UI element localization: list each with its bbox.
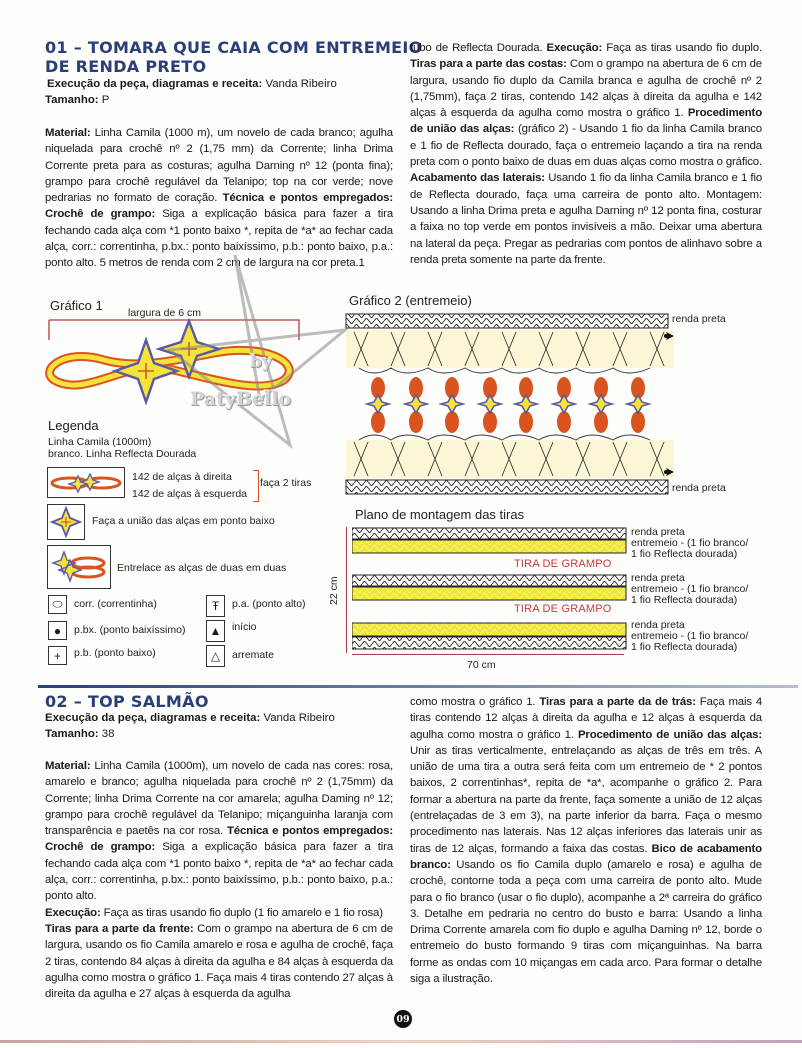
credit-label: Execução da peça, diagramas e receita: bbox=[45, 712, 261, 724]
bold-lead: Acabamento das laterais: bbox=[410, 172, 545, 185]
section1-title-line1: 01 – TOMARA QUE CAIA COM ENTREMEIO bbox=[45, 38, 423, 57]
bold-lead: Execução: bbox=[45, 906, 101, 919]
plus-glyph: + bbox=[53, 648, 61, 663]
paragraph bbox=[410, 694, 762, 987]
side-label: entremeio - (1 fio branco/ bbox=[631, 630, 749, 642]
body-text: (gráfico 2) - Usando 1 fio da linha Camila branco e 1 fio de Reflecta dourado, faça o entremeio laçando a tira na renda preta com o ponto baixo de duas em duas alças como mostra o gráfico. bbox=[410, 123, 762, 169]
section2-left-column bbox=[45, 758, 393, 1002]
bold-lead: Execução: bbox=[546, 42, 603, 54]
watermark-star-icon bbox=[150, 250, 350, 450]
tira-label-2: TIRA DE GRAMPO bbox=[514, 603, 612, 615]
section1-title bbox=[45, 38, 423, 76]
section-divider bbox=[38, 685, 798, 688]
start-glyph: ▲ bbox=[209, 624, 222, 638]
side-label: 1 fio Reflecta dourada) bbox=[631, 641, 738, 653]
credit-value: Vanda Ribeiro bbox=[260, 712, 335, 724]
chain-glyph: ⬭ bbox=[52, 597, 63, 611]
grafico1-width-label: largura de 6 cm bbox=[128, 307, 201, 319]
grafico2-top-label: renda preta bbox=[672, 313, 726, 325]
legend-star-join-icon bbox=[47, 504, 85, 540]
size-value: 38 bbox=[98, 728, 115, 740]
side-label: 1 fio Reflecta dourada) bbox=[631, 594, 738, 606]
bold-lead: Técnica e pontos empregados: Crochê de grampo: bbox=[45, 825, 393, 854]
symbol-label: p.b. (ponto baixo) bbox=[74, 647, 156, 659]
legend-row3-text: Entrelace as alças de duas em duas bbox=[117, 562, 287, 574]
legend-loop-strip-icon bbox=[47, 467, 125, 498]
body-text: Siga a explicação básica para fazer a tira fechando cada alça com *1 ponto baixo *, repita de *a* ao fechar cada alça, corr.: correntinha, p.bx.: ponto baixíssimo, p.b.: ponto baixo, p.a.: ponto alto. 5 metros de renda com 2 cm de largura na cor preta.1 bbox=[45, 208, 393, 270]
body-text: Linha Camila (1000m), um novelo de cada nas cores: rosa, amarelo e branco; agulha niquelada para crochê nº 2 (1,75mm) da Corrente; linha Drima Corrente na cor amarela; agulha Daming nº 12; grampo para crochê regulável da Telanipo; miçanguinha laranja com transparência e paetês na cor rosa. bbox=[45, 760, 393, 838]
bold-lead: Procedimento de união das alças: bbox=[410, 107, 762, 136]
double-crochet-icon bbox=[206, 595, 225, 617]
slip-glyph: ● bbox=[53, 623, 62, 638]
credit-value: Vanda Ribeiro bbox=[262, 78, 337, 90]
side-label: entremeio - (1 fio branco/ bbox=[631, 583, 749, 595]
section2-size bbox=[45, 726, 114, 742]
bold-lead: Técnica e pontos empregados: Crochê de grampo: bbox=[45, 192, 393, 221]
body-text: Com o grampo na abertura de 6 cm de largura, usando os fio Camila amarelo e rosa e agulha de crochê, faça 2 tiras, contendo 84 alças à direita da agulha e 84 alças à esquerda da agulha como mostra o gráfico 1. Faça mais 4 tiras contendo 27 alças à direita da agulha e 27 alças à esquerda da agulha bbox=[45, 922, 393, 1001]
chain-stitch-icon bbox=[48, 595, 67, 614]
legend-left-loops: 142 de alças à esquerda bbox=[132, 488, 248, 500]
legend-row2-text: Faça a união das alças em ponto baixo bbox=[92, 515, 275, 527]
side-label: 1 fio Reflecta dourada) bbox=[631, 548, 738, 560]
size-label: Tamanho: bbox=[45, 94, 99, 106]
plano-height-label: 22 cm bbox=[328, 576, 340, 605]
body-text: Siga a explicação básica para fazer a tira fechando cada alça com *1 ponto baixo *, repita de *a* ao fechar cada alça, corr.: correntinha, p.bx.: ponto baixíssimo, p.b.: ponto baixo, p.a.: ponto alto. bbox=[45, 841, 393, 903]
bold-lead: Material: bbox=[45, 760, 91, 772]
bold-lead: Tiras para a parte da de trás: bbox=[539, 696, 696, 708]
slip-stitch-icon bbox=[48, 621, 67, 640]
bold-lead: Procedimento de união das alças: bbox=[577, 728, 762, 741]
body-text: como mostra o gráfico 1. bbox=[410, 696, 540, 708]
section2-credit bbox=[45, 710, 335, 726]
legend-interlace-icon bbox=[47, 545, 111, 589]
grafico2-entremeio-diagram bbox=[344, 312, 674, 497]
section2-title: 02 – TOP SALMÃO bbox=[45, 692, 209, 711]
section1-credit bbox=[47, 76, 337, 92]
paragraph bbox=[410, 40, 762, 268]
bold-lead: Tiras para a parte das costas: bbox=[410, 58, 567, 71]
legend-line2: branco. Linha Reflecta Dourada bbox=[48, 448, 197, 460]
bold-lead: Bico de acabamento branco: bbox=[410, 842, 762, 871]
credit-label: Execução da peça, diagramas e receita: bbox=[47, 78, 263, 90]
bold-lead: Tiras para a parte da frente: bbox=[45, 922, 194, 935]
paragraph bbox=[45, 905, 393, 921]
grafico2-title: Gráfico 2 (entremeio) bbox=[349, 293, 472, 308]
section1-size bbox=[45, 92, 109, 108]
legend-line1: Linha Camila (1000m) bbox=[48, 436, 152, 448]
section1-title-line2: DE RENDA PRETO bbox=[45, 57, 207, 76]
size-value: P bbox=[98, 94, 110, 106]
tira-label-1: TIRA DE GRAMPO bbox=[514, 558, 612, 570]
plano-title: Plano de montagem das tiras bbox=[355, 507, 525, 522]
legend-title: Legenda bbox=[48, 418, 99, 433]
symbol-label: p.bx. (ponto baixíssimo) bbox=[74, 624, 186, 636]
single-crochet-icon bbox=[48, 646, 67, 665]
body-text: Linha Camila (1000 m), um novelo de cada branco; agulha niquelada para crochê nº 2 (1,75 mm) da Corrente; linha Drima Corrente preta para as costuras; agulha Darning nº 12 (ponta fina); grampo para crochê regulável da Telanipo; top na cor verde; nove pedrarias no formato de coração. bbox=[45, 127, 393, 205]
body-text: Faça as tiras usando fio duplo (1 fio amarelo e 1 fio rosa) bbox=[100, 906, 383, 919]
finish-glyph: △ bbox=[210, 649, 221, 663]
finish-arrow-icon bbox=[206, 645, 225, 667]
section2-right-column bbox=[410, 694, 762, 987]
size-label: Tamanho: bbox=[45, 728, 99, 740]
side-label: renda preta bbox=[631, 572, 685, 584]
bold-lead: Material: bbox=[45, 127, 91, 139]
page-number: 09 bbox=[394, 1010, 412, 1028]
plano-side-group-2 bbox=[631, 573, 748, 606]
start-arrow-icon bbox=[206, 620, 225, 642]
legend-make-two-strips: faça 2 tiras bbox=[260, 477, 312, 489]
symbol-label: início bbox=[232, 621, 257, 633]
plano-side-group-1 bbox=[631, 527, 748, 560]
plano-width-line bbox=[352, 654, 624, 655]
grafico2-bottom-label: renda preta bbox=[672, 482, 726, 494]
legend-row1-text bbox=[132, 469, 247, 503]
side-label: renda preta bbox=[631, 619, 685, 631]
body-text: Faça mais 4 tiras contendo 12 alças à direita da agulha e 12 alças à esquerda da agulha como mostra o gráfico 1. bbox=[410, 696, 763, 741]
plano-strip-diagram bbox=[352, 527, 628, 653]
side-label: renda preta bbox=[631, 526, 685, 538]
watermark-by: by bbox=[250, 352, 272, 372]
symbol-label: corr. (correntinha) bbox=[74, 598, 157, 610]
body-text: Unir as tiras verticalmente, entrelaçando as alças de três em três. A união de uma tira a outra será feita com um entremeio de * 2 pontos baixos, 2 correntinhas*, repita de *a*, acompanhe o gráfico 2. Para formar a abertura na parte da frente, faça somente a união de 12 alças (entrelaçadas de 3 em 3), na parte inferior da barra. Faça o mesmo procedimento nas laterais. Nas 12 alças inferiores das laterais unir as tiras de 12 alças, formando a faixa das costas. bbox=[410, 744, 762, 855]
plano-height-line bbox=[346, 527, 347, 653]
body-text: Usando os fio Camila duplo (amarelo e rosa) e agulha de crochê, contorne toda a peça com uma carreira de ponto alto. Mude para o fio branco (usar o fio duplo), acompanhe a 2ª carreira do gráfico 3. Detalhe em pedraria no centro do busto e barra: Usando a linha Drima Corrente amarela com fio duplo e agulha Daming nº 12, borde o entremeio do busto formando 9 tiras com miçanguinhas. Na barra forme as ondas com 10 miçangas em cada arco. Para formar o detalhe siga a ilustração. bbox=[410, 858, 762, 986]
symbol-label: arremate bbox=[232, 649, 275, 661]
plano-width-label: 70 cm bbox=[467, 659, 496, 671]
side-label: entremeio - (1 fio branco/ bbox=[631, 537, 749, 549]
body-text: Usando 1 fio da linha Camila branco e 1 fio de Reflecta dourado, faça uma carreira de ponto alto. Montagem: Usando a linha Drima preta e agulha Darning nº 12 ponta fina, costurar a faixa no top verde em pontos invisíveis a mão. Deixar uma abertura na lateral da peça. Pregar as pedrarias com pontos de alinhavo sobre a renda preta somente na parte da frente. bbox=[410, 172, 763, 266]
body-text: Faça as tiras usando fio duplo. bbox=[602, 42, 763, 54]
tee-glyph: Ŧ bbox=[211, 599, 220, 613]
symbol-label: p.a. (ponto alto) bbox=[232, 598, 306, 610]
watermark-name: PatyBello bbox=[190, 388, 292, 410]
grafico1-title: Gráfico 1 bbox=[50, 298, 103, 313]
paragraph bbox=[45, 921, 393, 1002]
legend-right-loops: 142 de alças à direita bbox=[132, 471, 232, 483]
body-text: Com o grampo na abertura de 6 cm de largura, usando fio duplo da Camila branca e agulha de crochê nº 2 (1,75mm), faça 2 tiras, contendo 142 alças à direita da agulha e 142 alças à esquerda da agulha como mostra o gráfico 1. bbox=[410, 58, 762, 120]
plano-side-group-3 bbox=[631, 620, 748, 653]
paragraph bbox=[45, 758, 393, 905]
bottom-edge bbox=[0, 1040, 802, 1043]
body-text: tubo de Reflecta Dourada. bbox=[410, 42, 547, 54]
section1-right-column bbox=[410, 40, 762, 268]
legend-bracket bbox=[253, 470, 259, 502]
